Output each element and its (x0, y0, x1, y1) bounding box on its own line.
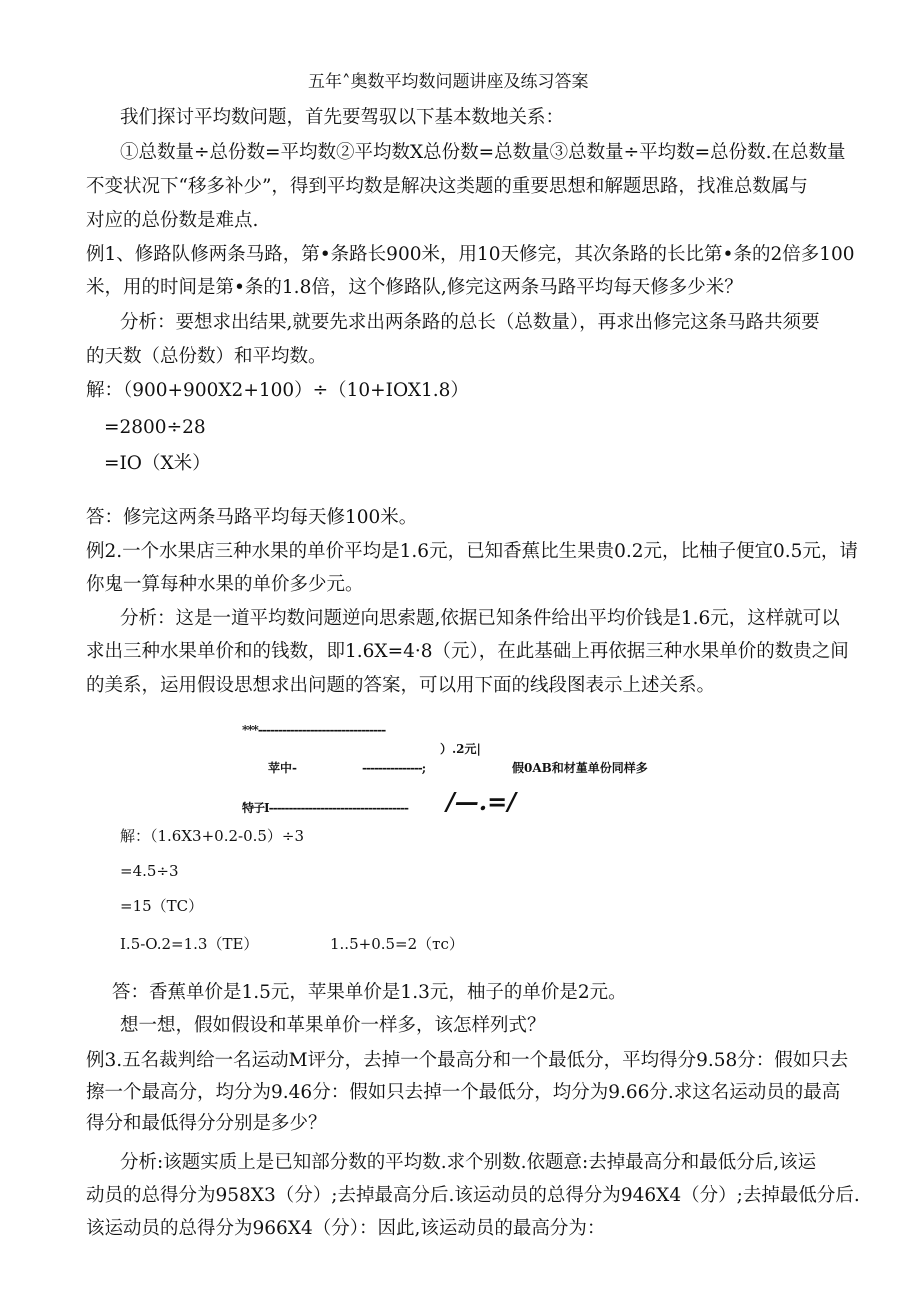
example-2-solution: =4.5÷3 (120, 862, 179, 880)
example-2-analysis: 的美系，运用假设思想求出问题的答案，可以用下面的线段图表示上述关系。 (86, 675, 716, 696)
diagram-row-apple: 苹中- (268, 761, 297, 775)
example-1-solution: =2800÷28 (104, 417, 206, 438)
example-3-analysis: 分析:该题实质上是已知部分数的平均数.求个别数.依题意:去掉最高分和最低分后,该运 (120, 1152, 817, 1173)
example-2-solution: 解：（1.6X3+0.2-0.5）÷3 (120, 827, 305, 845)
diagram-row-apple-dashes: ---------------; (362, 761, 426, 775)
diagram-label-02: ）.2元| (440, 742, 481, 756)
diagram-row-top: ***-------------------------------- (242, 723, 386, 737)
example-3-analysis: 该运动员的总得分为966X4（分）：因此,该运动员的最高分为： (86, 1218, 606, 1239)
example-1-question: 米，用的时间是第•条的1.8倍，这个修路队,修完这两条马路平均每天修多少米？ (86, 277, 743, 298)
example-2-analysis: 分析：这是一道平均数问题逆向思索题,依据已知条件给出平均价钱是1.6元，这样就可以 (120, 608, 840, 629)
diagram-row-pomelo-mark: /—.=/ (446, 787, 516, 816)
example-2-answer: 答：香蕉单价是1.5元，苹果单价是1.3元，柚子的单价是2元。 (112, 982, 627, 1003)
example-3-question: 得分和最低得分分别是多少？ (86, 1113, 327, 1134)
example-2-solution: 1..5+0.5=2（тс） (330, 935, 464, 953)
diagram-row-pomelo: 特子I----------------------------------- (242, 801, 408, 815)
intro-line: 不变状况下“移多补少”，得到平均数是解决这类题的重要思想和解题思路，找准总数属与 (86, 176, 808, 197)
intro-line: 对应的总份数是难点. (86, 210, 259, 231)
example-2-solution: =15（TC） (120, 897, 204, 915)
example-1-solution: =IO（X米） (104, 453, 211, 474)
example-3-question: 擦一个最高分，均分为9.46分：假如只去掉一个最低分，均分为9.66分.求这名运动员的最高 (86, 1082, 841, 1103)
example-2-solution: I.5-O.2=1.3（TE） (120, 935, 259, 953)
page-title: 五年˄奥数平均数问题讲座及练习答案 (308, 72, 589, 92)
example-1-analysis: 的天数（总份数）和平均数。 (86, 346, 327, 367)
example-2-question: 例2.一个水果店三种水果的单价平均是1.6元，已知香蕉比生果贵0.2元，比柚子便宜0.5元，请 (86, 541, 858, 562)
example-3-analysis: 动员的总得分为958X3（分）;去掉最高分后.该运动员的总得分为946X4（分）;去掉最低分后. (86, 1185, 860, 1206)
example-2-analysis: 求出三种水果单价和的钱数，即1.6X=4·8（元），在此基础上再依据三种水果单价的数贵之间 (86, 641, 849, 662)
diagram-assumption-note: 假0AB和材堇单份同样多 (512, 761, 648, 775)
intro-line: 我们探讨平均数问题，首先要驾驭以下基本数地关系： (120, 107, 565, 128)
example-3-question: 例3.五名裁判给一名运动M评分，去掉一个最高分和一个最低分，平均得分9.58分：假如只去 (86, 1050, 849, 1071)
example-2-question: 你鬼一算每种水果的单价多少元。 (86, 574, 364, 595)
example-1-solution: 解：（900+900X2+100）÷（10+IOX1.8） (86, 380, 469, 401)
example-1-question: 例1、修路队修两条马路，第•条路长900米，用10天修完，其次条路的长比第•条的2倍多100 (86, 244, 855, 265)
example-2-think: 想一想，假如假设和革果单价一样多，该怎样列式？ (120, 1015, 546, 1036)
example-1-analysis: 分析：要想求出结果,就要先求出两条路的总长（总数量），再求出修完这条马路共须要 (120, 312, 820, 333)
example-1-answer: 答：修完这两条马路平均每天修100米。 (86, 507, 418, 528)
intro-line: ①总数量÷总份数=平均数②平均数X总份数=总数量③总数量÷平均数=总份数.在总数量 (120, 142, 846, 163)
